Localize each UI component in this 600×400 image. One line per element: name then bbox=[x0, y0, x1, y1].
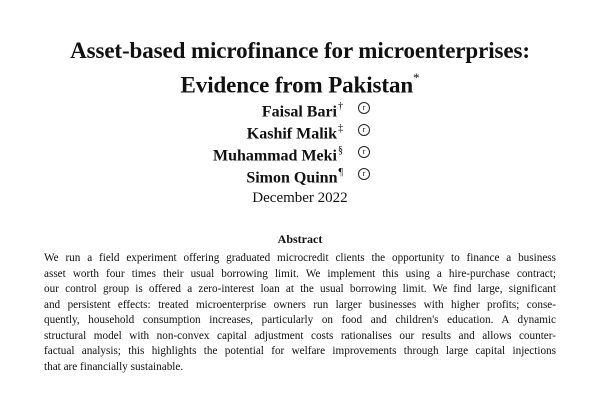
author-footnote-mark[interactable]: ‡ bbox=[338, 123, 343, 134]
abstract-heading: Abstract bbox=[277, 232, 323, 246]
author-footnote-mark[interactable]: † bbox=[338, 101, 343, 112]
paper-date: December 2022 bbox=[252, 190, 348, 206]
author-name-text: Kashif Malik bbox=[246, 125, 337, 143]
author-name bbox=[246, 163, 343, 189]
author-footnote-mark[interactable]: § bbox=[338, 145, 343, 156]
r-circle-icon: r bbox=[358, 146, 370, 158]
author-row bbox=[0, 141, 600, 163]
abstract-line: our control group is offered a zero-interest loan at the usual borrowing limit. We find large, significant bbox=[44, 283, 556, 295]
paper-title bbox=[0, 36, 600, 100]
author-row bbox=[0, 119, 600, 141]
r-circle-icon: r bbox=[358, 102, 370, 114]
author-name-text: Simon Quinn bbox=[246, 169, 338, 187]
title-line-1: Asset-based microfinance for microenterprises: bbox=[70, 38, 530, 63]
abstract-line: structural model with non-convex capital adjustment costs rationalises our results and allows counter- bbox=[44, 329, 556, 342]
title-footnote-mark[interactable]: * bbox=[413, 70, 420, 85]
author-name-text: Muhammad Meki bbox=[213, 147, 337, 165]
author-row bbox=[0, 97, 600, 119]
abstract-line: factual analysis; this highlights the potential for welfare improvements through large capital injections bbox=[44, 345, 556, 357]
abstract-body bbox=[44, 251, 556, 375]
r-circle-icon: r bbox=[358, 124, 370, 136]
r-circle-icon: r bbox=[358, 168, 370, 180]
abstract-line: that are financially sustainable. bbox=[44, 360, 184, 373]
abstract-line: We run a field experiment offering graduated microcredit clients the opportunity to finance a business bbox=[44, 252, 556, 264]
author-list bbox=[0, 97, 600, 185]
author-row bbox=[0, 163, 600, 185]
title-line-2-text: Evidence from Pakistan bbox=[180, 72, 414, 98]
author-name-text: Faisal Bari bbox=[261, 103, 337, 121]
author-footnote-mark[interactable]: ¶ bbox=[338, 167, 343, 178]
abstract-line: asset worth four times their usual borrowing limit. We implement this using a hire-purchase contract; bbox=[44, 267, 556, 280]
abstract-line: quently, household consumption increases, particularly on food and children's education. A dynamic bbox=[44, 314, 556, 326]
abstract-line: and persistent effects: treated microenterprise owners run larger businesses with higher profits; conse- bbox=[44, 298, 556, 311]
title-line-2 bbox=[0, 65, 600, 100]
